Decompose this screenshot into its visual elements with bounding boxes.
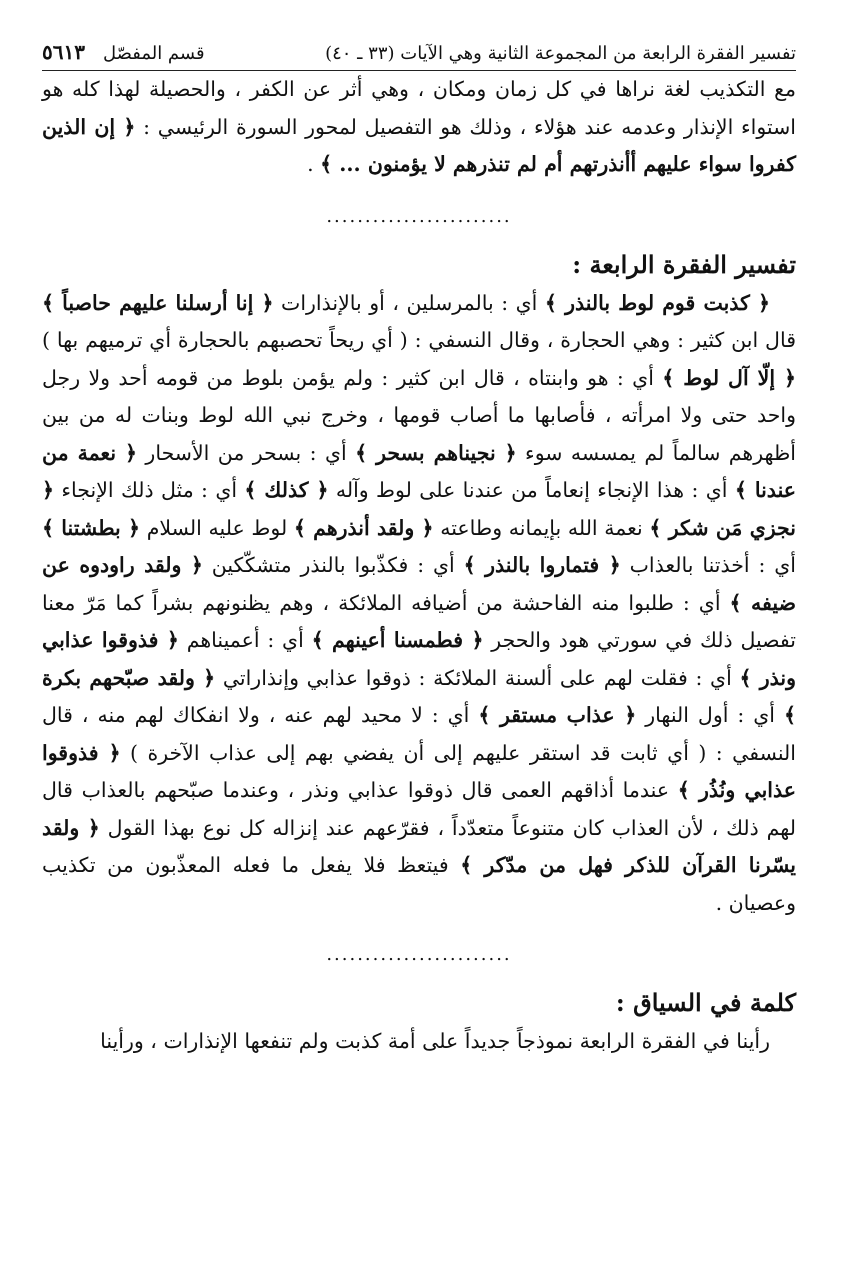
section-heading-context: كلمة في السياق :	[615, 988, 796, 1017]
commentary-text: عندما أذاقهم العمى قال ذوقوا عذابي ونذر ، وعندما صبّحهم بالعذاب قال لهم ذلك ، لأن العذاب كان متنوعاً متعدّداً ، فقرّعهم عند إنزاله كل نوع بهذا القول	[42, 778, 796, 840]
commentary-text: قال ابن كثير : وهي الحجارة ، وقال النسفي : ( أي ريحاً تحصبهم بالحجارة أي ترميهم بها )	[42, 328, 796, 352]
commentary-text: أي : فكذّبوا بالنذر متشكّكين	[202, 553, 464, 577]
commentary-text: فيتعظ فلا يفعل ما فعله المعذّبون من تكذيب وعصيان .	[42, 853, 796, 915]
commentary-text: أي : بسحر من الأسحار	[137, 440, 356, 465]
section-name: قسم المفصّل	[102, 43, 205, 64]
quran-verse: ﴿ ولقد يسّرنا القرآن للذكر فهل من مدّكر ﴾	[42, 815, 797, 877]
page	[42, 40, 796, 1276]
quran-verse: ﴿ ولقد راودوه عن ضيفه ﴾	[42, 553, 796, 615]
quran-verse: ﴿ نعمة من عندنا ﴾	[42, 440, 796, 502]
commentary-text: أي : بالمرسلين ، أو بالإنذارات	[273, 290, 545, 315]
quran-verse: ﴿ فتماروا بالنذر ﴾	[463, 553, 621, 577]
tafsir-paragraph	[42, 285, 796, 923]
quran-verse: ﴿ ولقد أنذرهم ﴾	[293, 515, 434, 540]
quran-verse: ﴿ فذوقوا عذابي ونُذُر ﴾	[42, 740, 796, 802]
quran-verse: ﴿ كذلك ﴾	[244, 478, 329, 502]
section-heading-tafsir: تفسير الفقرة الرابعة :	[572, 249, 796, 279]
commentary-text: نعمة الله بإيمانه وطاعته	[433, 515, 650, 540]
commentary-text: أي : فقلت لهم على ألسنة الملائكة : ذوقوا عذابي وإنذاراتي	[215, 665, 740, 690]
commentary-text: أي : لا محيد لهم عنه ، ولا انفكاك لهم منه ، قال النسفي : ( أي ثابت قد استقر عليهم إلى أن يفضي بهم إلى عذاب الآخرة )	[42, 703, 796, 765]
commentary-text: أي : أخذتنا بالعذاب	[620, 553, 796, 577]
quran-verse: ﴿ نجيناهم بسحر ﴾	[355, 440, 517, 465]
separator-dots-1: ........................	[326, 205, 512, 227]
quran-verse: ﴿ ولقد صبّحهم بكرة ﴾	[42, 665, 796, 727]
quran-verse: ﴿ نجزي مَن شكر ﴾	[42, 478, 796, 540]
context-paragraph: رأينا في الفقرة الرابعة نموذجاً جديداً على أمة كذبت ولم تنفعها الإنذارات ، ورأينا	[100, 1029, 770, 1053]
separator-dots-2: ........................	[326, 944, 512, 965]
intro-paragraph	[42, 71, 796, 184]
commentary-text: أي : مثل ذلك الإنجاء	[54, 478, 245, 502]
running-head-meta	[42, 40, 205, 64]
quran-verse: ﴿ كذبت قوم لوط بالنذر ﴾	[544, 290, 770, 315]
quran-verse: ﴿ فذوقوا عذابي ونذر ﴾	[42, 628, 797, 690]
commentary-text: أي : طلبوا منه الفاحشة من أضيافه الملائكة ، وهم يظنونهم بشراً كما مَرّ معنا تفصيل ذلك في سورتي هود والحجر	[42, 590, 797, 652]
page-number: ٥٦١٣	[42, 40, 85, 64]
intro-text-2: .	[307, 152, 321, 176]
quran-verse: ﴿ إنا أرسلنا عليهم حاصباً ﴾	[42, 290, 274, 315]
commentary-text: أي : هو وابنتاه ، قال ابن كثير : ولم يؤمن بلوط من قومه أحد ولا رجل واحد حتى ولا امرأته ، فأصابها ما أصاب قومها ، وخرج نبي الله لوط وبنات له من بين أظهرهم سالماً لم يمسسه سوء	[42, 365, 797, 465]
running-head-title: تفسير الفقرة الرابعة من المجموعة الثانية وهي الآيات (٣٣ ـ ٤٠)	[325, 43, 796, 64]
intro-text-1: مع التكذيب لغة نراها في كل زمان ومكان ، وهي أثر عن الكفر ، والحصيلة لهذا كله هو استواء الإنذار وعدمه عند هؤلاء ، وذلك هو التفصيل لمحور السورة الرئيسي :	[42, 77, 796, 139]
commentary-text: أي : أول النهار	[636, 703, 784, 727]
quran-verse: ﴿ عذاب مستقر ﴾	[478, 703, 637, 727]
commentary-text: أي : أعميناهم	[178, 628, 312, 652]
quran-verse: ﴿ إن الذين كفروا سواء عليهم أأنذرتهم أم لم تنذرهم لا يؤمنون ... ﴾	[42, 114, 796, 176]
quran-verse: ﴿ بطشتنا ﴾	[42, 515, 141, 540]
quran-verse: ﴿ فطمسنا أعينهم ﴾	[311, 628, 484, 652]
running-head	[42, 40, 796, 71]
commentary-text: أي : هذا الإنجاء إنعاماً من عندنا على لوط وآله	[328, 478, 735, 502]
commentary-text: لوط عليه السلام	[140, 515, 294, 540]
quran-verse: ﴿ إلّا آل لوط ﴾	[662, 365, 797, 390]
